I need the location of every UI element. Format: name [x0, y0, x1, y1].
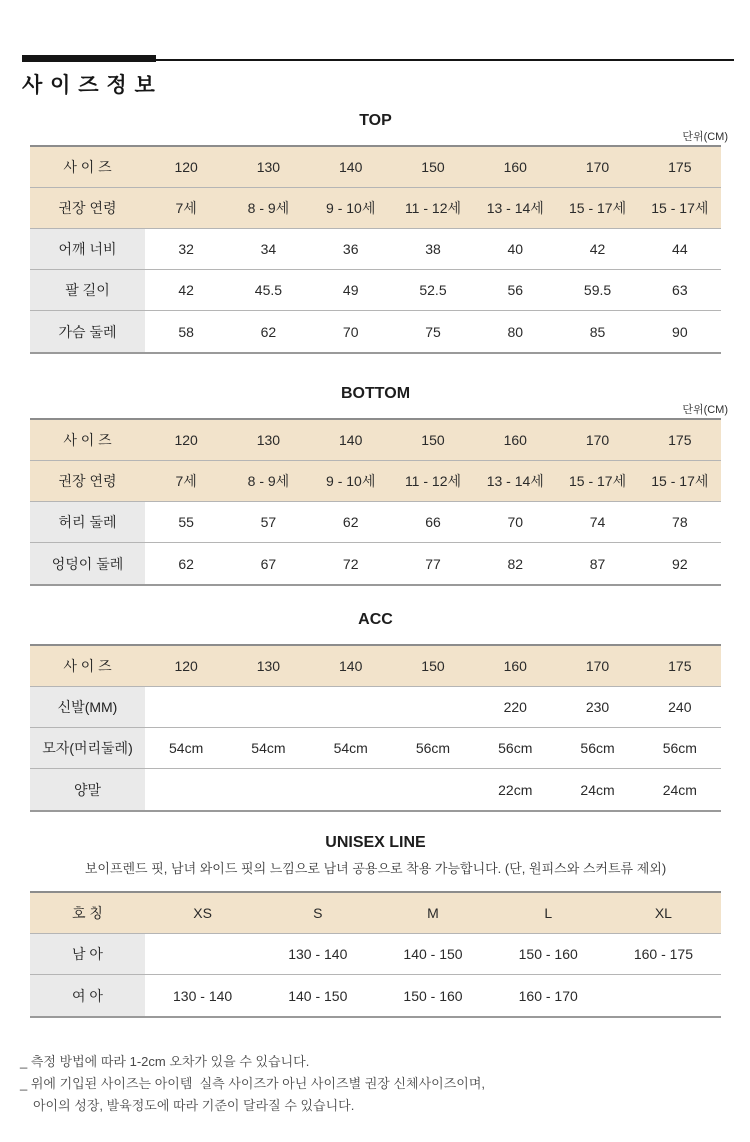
table-cell: 24cm	[662, 781, 697, 798]
table-cell: 150	[421, 432, 445, 448]
table-cell: 15 - 17세	[651, 200, 709, 216]
row-label: 호 칭	[72, 905, 103, 921]
table-cell: 130	[256, 159, 281, 175]
table-cell: 34	[260, 241, 277, 257]
table-cell: 78	[672, 514, 688, 530]
table-cell: 220	[503, 699, 527, 715]
table-cell: 56cm	[498, 740, 533, 756]
table-cell	[227, 769, 309, 810]
table-row	[30, 270, 721, 311]
table-cell: 56	[507, 282, 524, 298]
table-cell: 150	[421, 658, 445, 674]
table-cell: 150 - 160	[403, 987, 463, 1004]
table-row	[30, 502, 721, 543]
table-cell: 130	[256, 432, 281, 448]
table-cell: 175	[668, 432, 692, 448]
table-cell: 170	[585, 432, 610, 448]
row-label: 엉덩이 둘레	[30, 543, 145, 584]
table-cell: 75	[425, 323, 441, 340]
table-row	[30, 728, 721, 769]
table-cell: 77	[425, 555, 441, 572]
table-cell: 55	[178, 514, 194, 530]
table-cell: 160	[503, 658, 527, 674]
table-cell: 24cm	[580, 781, 615, 798]
acc-size-table	[30, 644, 721, 812]
table-cell: 40	[507, 241, 524, 257]
section-unisex	[30, 833, 721, 1018]
table-cell: 130 - 140	[173, 987, 233, 1004]
table-cell: 140 - 150	[403, 946, 463, 962]
row-label: 가슴 둘레	[30, 311, 145, 352]
table-row	[30, 311, 721, 352]
table-cell: 160 - 170	[518, 987, 578, 1004]
table-header-row	[30, 461, 721, 502]
table-cell: 58	[178, 323, 194, 340]
header-rule-thick-bar	[22, 55, 156, 62]
table-row	[30, 769, 721, 810]
section-acc	[30, 610, 721, 812]
table-cell: 9 - 10세	[326, 200, 376, 216]
table-cell: 54cm	[169, 740, 204, 756]
table-cell: 240	[668, 699, 692, 715]
table-cell: 160 - 175	[633, 946, 693, 962]
table-header-row	[30, 893, 721, 934]
table-cell: S	[313, 905, 323, 921]
row-label: 어깨 너비	[30, 229, 145, 269]
section-acc-title: ACC	[358, 611, 393, 628]
table-cell	[145, 769, 227, 810]
table-cell: 44	[672, 241, 688, 257]
table-cell: XL	[654, 905, 672, 921]
table-row	[30, 687, 721, 728]
table-row	[30, 934, 721, 975]
table-cell: 140	[339, 658, 363, 674]
table-cell: 140 - 150	[288, 987, 348, 1004]
row-label: 사 이 즈	[63, 658, 112, 674]
table-cell: 130 - 140	[288, 946, 348, 962]
table-cell	[310, 769, 392, 810]
table-cell	[310, 687, 392, 727]
table-cell: 62	[260, 323, 277, 340]
section-unisex-title: UNISEX LINE	[325, 834, 426, 851]
table-cell: 56cm	[580, 740, 615, 756]
table-cell: 38	[425, 241, 441, 257]
table-cell: 120	[174, 658, 198, 674]
table-cell: 175	[668, 159, 692, 175]
table-cell: 52.5	[419, 282, 447, 298]
table-cell: 32	[178, 241, 194, 257]
table-cell	[227, 687, 309, 727]
table-cell: 62	[178, 555, 194, 572]
table-header-row	[30, 147, 721, 188]
table-cell: 56cm	[415, 740, 451, 756]
table-cell	[145, 687, 227, 727]
row-label: 사 이 즈	[63, 432, 112, 448]
table-cell: 15 - 17세	[568, 473, 627, 489]
table-cell: 120	[174, 159, 198, 175]
table-row	[30, 229, 721, 270]
table-row	[30, 543, 721, 584]
table-cell: 13 - 14세	[486, 200, 544, 216]
table-cell: 82	[507, 555, 524, 572]
table-cell: 170	[585, 159, 610, 175]
row-label: 신발(MM)	[30, 687, 145, 727]
row-label: 사 이 즈	[63, 159, 112, 175]
table-cell: 63	[672, 282, 688, 298]
table-header-row	[30, 420, 721, 461]
table-cell: 120	[174, 432, 198, 448]
table-cell: 92	[672, 555, 688, 572]
row-label: 여 아	[30, 975, 145, 1016]
table-cell: 67	[260, 555, 277, 572]
table-cell: 36	[342, 241, 359, 257]
page-title: 사 이 즈 정 보	[22, 74, 156, 97]
table-cell: 130	[256, 658, 281, 674]
table-cell: 160	[503, 159, 527, 175]
table-row	[30, 975, 721, 1016]
header-rule	[22, 55, 734, 62]
table-cell: 90	[672, 323, 688, 340]
table-cell: 175	[668, 658, 692, 674]
row-label: 권장 연령	[58, 200, 117, 216]
top-size-table	[30, 145, 721, 354]
table-cell: 140	[339, 432, 363, 448]
table-cell: 70	[342, 323, 359, 340]
table-cell: 15 - 17세	[568, 200, 627, 216]
table-cell: 140	[339, 159, 363, 175]
section-top-title: TOP	[359, 112, 392, 129]
table-cell: 56cm	[662, 740, 697, 756]
section-unisex-subtitle: 보이프렌드 핏, 남녀 와이드 핏의 느낌으로 남녀 공용으로 착용 가능합니다. (단, 원피스와 스커트류 제외)	[84, 861, 667, 876]
table-cell: 54cm	[333, 740, 368, 756]
section-bottom	[30, 384, 728, 586]
bottom-size-table	[30, 418, 721, 586]
table-cell: 70	[507, 514, 524, 530]
table-cell: 11 - 12세	[404, 473, 462, 489]
table-cell: 42	[178, 282, 194, 298]
table-cell: 13 - 14세	[486, 473, 544, 489]
unisex-size-table	[30, 891, 721, 1018]
table-cell: 8 - 9세	[247, 473, 290, 489]
table-cell: M	[427, 905, 439, 921]
table-cell	[392, 687, 474, 727]
table-cell: 15 - 17세	[651, 473, 709, 489]
row-label: 모자(머리둘레)	[30, 728, 145, 768]
table-cell	[606, 975, 721, 1016]
footnote-line: 아이의 성장, 발육정도에 따라 기준이 달라질 수 있습니다.	[33, 1098, 355, 1113]
table-cell: 57	[260, 514, 277, 530]
table-header-row	[30, 188, 721, 229]
table-cell: 80	[507, 323, 524, 340]
table-cell: 54cm	[251, 740, 286, 756]
row-label: 팔 길이	[30, 270, 145, 310]
table-cell: 170	[585, 658, 610, 674]
table-cell: 74	[589, 514, 606, 530]
table-cell: XS	[193, 905, 212, 921]
row-label: 양말	[30, 769, 145, 810]
footnote-line: _ 측정 방법에 따라 1-2cm 오차가 있을 수 있습니다.	[20, 1054, 310, 1069]
table-cell: 150 - 160	[518, 946, 578, 962]
table-cell: 45.5	[254, 282, 283, 298]
table-cell: 7세	[175, 200, 197, 216]
table-cell: 11 - 12세	[404, 200, 462, 216]
row-label: 남 아	[30, 934, 145, 974]
table-cell: 22cm	[498, 781, 533, 798]
table-cell: 8 - 9세	[247, 200, 290, 216]
table-cell: 66	[425, 514, 441, 530]
section-bottom-unit-label: 단위(CM)	[682, 404, 728, 416]
table-cell: 87	[589, 555, 606, 572]
table-cell: 72	[342, 555, 359, 572]
table-cell: L	[544, 905, 553, 921]
footnote-line: _ 위에 기입된 사이즈는 아이템 실측 사이즈가 아닌 사이즈별 권장 신체사이즈이며,	[20, 1076, 485, 1091]
section-top	[30, 111, 728, 354]
table-cell: 42	[589, 241, 606, 257]
table-cell: 150	[421, 159, 445, 175]
table-cell: 85	[589, 323, 606, 340]
table-cell: 49	[342, 282, 359, 298]
footnotes	[20, 1051, 730, 1117]
table-cell: 9 - 10세	[326, 473, 376, 489]
section-top-unit-label: 단위(CM)	[682, 131, 728, 143]
table-cell: 230	[585, 699, 610, 715]
row-label: 권장 연령	[58, 473, 117, 489]
section-bottom-title: BOTTOM	[340, 385, 411, 402]
table-cell	[392, 769, 474, 810]
table-header-row	[30, 646, 721, 687]
table-cell: 160	[503, 432, 527, 448]
table-cell: 62	[342, 514, 359, 530]
table-cell: 7세	[175, 473, 197, 489]
row-label: 허리 둘레	[30, 502, 145, 542]
table-cell: 59.5	[583, 282, 612, 298]
table-cell	[145, 934, 260, 974]
